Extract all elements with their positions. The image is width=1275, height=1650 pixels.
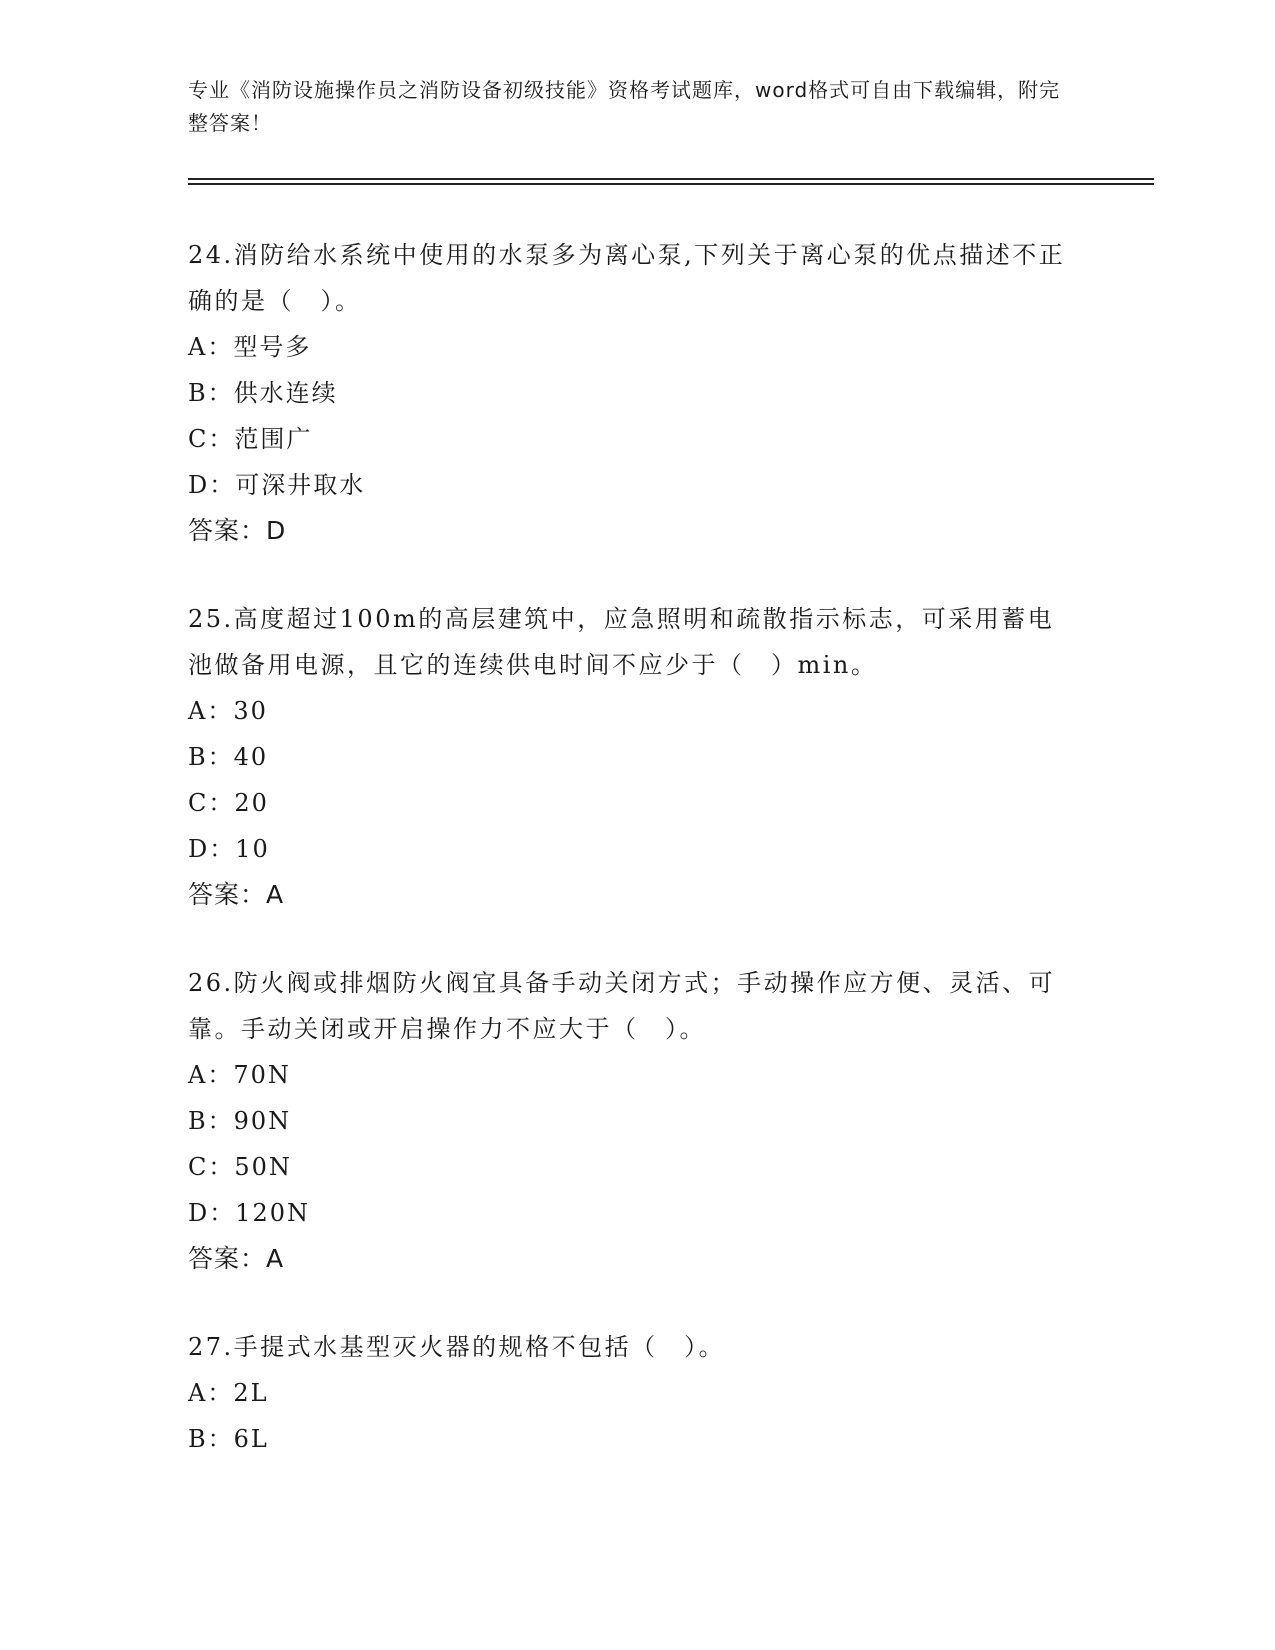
header-divider-bottom <box>188 183 1154 185</box>
answer-line: 答案：D <box>188 516 287 545</box>
question-24 <box>188 232 1068 554</box>
answer-line: 答案：A <box>188 880 285 909</box>
option-b: B：90N <box>188 1107 292 1135</box>
option-a: A：70N <box>188 1061 291 1089</box>
option-a: A：30 <box>188 697 268 725</box>
question-stem: 26.防火阀或排烟防火阀宜具备手动关闭方式；手动操作应方便、灵活、可靠。手动关闭或开启操作力不应大于（ ）。 <box>188 969 1056 1043</box>
question-27 <box>188 1324 1068 1462</box>
question-stem: 24.消防给水系统中使用的水泵多为离心泵,下列关于离心泵的优点描述不正确的是（ ）。 <box>188 241 1066 315</box>
option-a: A：型号多 <box>188 333 312 361</box>
option-c: C：50N <box>188 1153 292 1181</box>
option-c: C：范围广 <box>188 425 313 453</box>
option-c: C：20 <box>188 789 269 817</box>
option-d: D：120N <box>188 1199 311 1227</box>
document-header: 专业《消防设施操作员之消防设备初级技能》资格考试题库，word格式可自由下载编辑，附完整答案！ <box>188 78 1061 135</box>
question-stem: 25.高度超过100m的高层建筑中，应急照明和疏散指示标志，可采用蓄电池做备用电源，且它的连续供电时间不应少于（ ）min。 <box>188 605 1055 679</box>
option-b: B：供水连续 <box>188 379 338 407</box>
header-divider-top <box>188 178 1154 180</box>
option-b: B：40 <box>188 743 269 771</box>
question-stem: 27.手提式水基型灭火器的规格不包括（ ）。 <box>188 1333 726 1361</box>
question-25 <box>188 596 1068 918</box>
answer-line: 答案：A <box>188 1244 285 1273</box>
option-d: D：10 <box>188 835 270 863</box>
option-a: A：2L <box>188 1379 269 1407</box>
option-b: B：6L <box>188 1425 269 1453</box>
option-d: D：可深井取水 <box>188 471 366 499</box>
question-26 <box>188 960 1068 1282</box>
